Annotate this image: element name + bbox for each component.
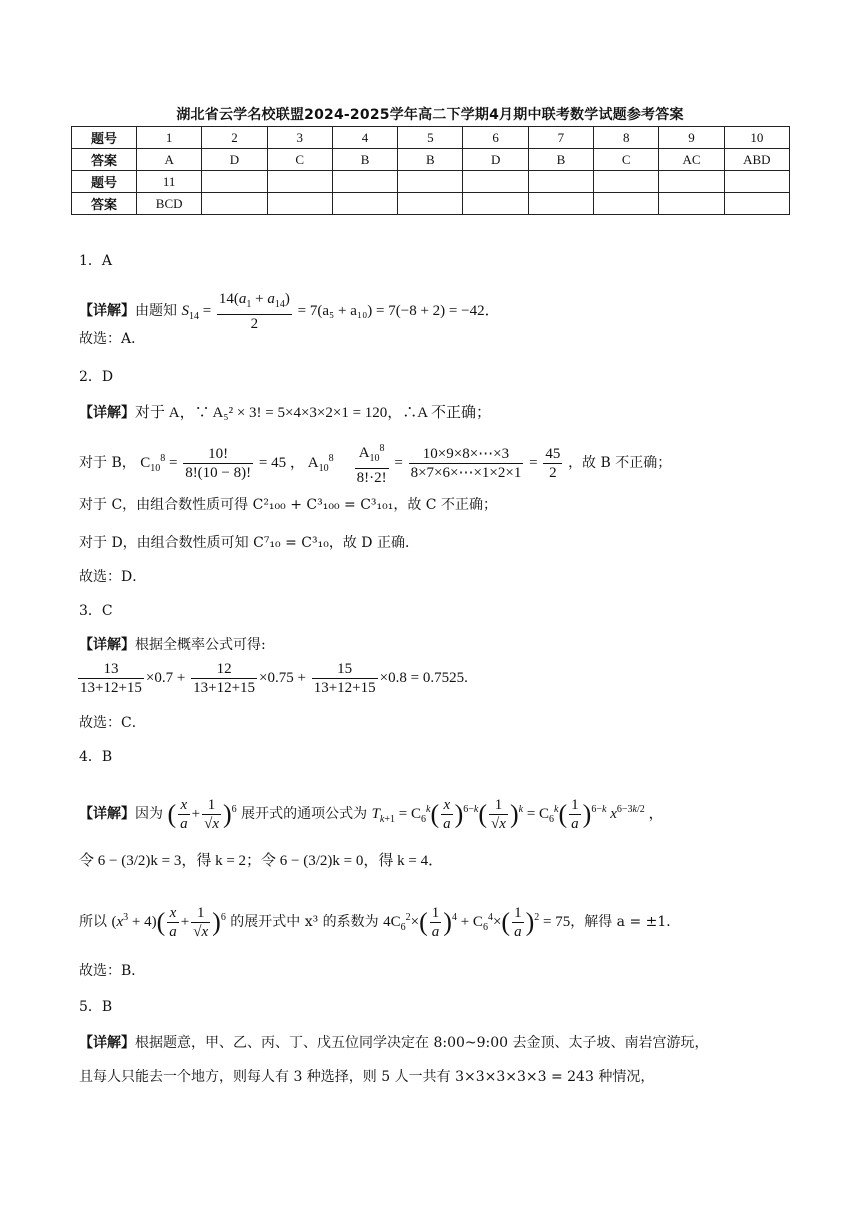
row-label: 答案 xyxy=(72,193,137,215)
detail-label: 【详解】 xyxy=(79,405,135,421)
q3-choose: 故选：C． xyxy=(79,715,146,731)
detail-label: 【详解】 xyxy=(79,637,135,653)
q1-detail: 【详解】由题知 $S_{14}$ = $\frac{14(a_1 + a_{14})}{2}$ = 7(a₅ + a₁₀) = 7(−8 + 2) = −42． xyxy=(79,291,500,332)
q3-den-3: 13+12+15 xyxy=(313,680,376,696)
detail-label: 【详解】 xyxy=(79,1035,135,1051)
q4-line-3-mid: 的展开式中 x³ 的系数为 xyxy=(230,913,379,930)
question-number: 3 xyxy=(267,127,332,149)
q3-intro xyxy=(79,636,266,654)
question-number: 5 xyxy=(398,127,463,149)
q4-heading: 4．B xyxy=(79,749,113,765)
table-row xyxy=(72,149,790,171)
answer-table xyxy=(71,126,790,215)
q1-heading: 1．A xyxy=(79,253,113,269)
q3-prob-1: 0.7 xyxy=(154,669,174,686)
answer-cell: D xyxy=(202,149,267,171)
answer-cell: B xyxy=(528,149,593,171)
q3-den-1: 13+12+15 xyxy=(80,680,142,696)
question-number: 10 xyxy=(724,127,789,149)
q3-num-2: 12 xyxy=(191,660,257,679)
table-row xyxy=(72,193,790,215)
q3-num-3: 15 xyxy=(312,660,378,679)
q2-line-1 xyxy=(79,404,491,422)
answer-cell: C xyxy=(267,149,332,171)
answer-cell: D xyxy=(463,149,528,171)
q1-fraction: $\frac{14(a_1 + a_{14})}{2}$ xyxy=(218,291,290,332)
q2-heading: 2．D xyxy=(79,369,114,385)
q4-choose: 故选：B． xyxy=(79,963,146,979)
q3-prob-3: 0.8 xyxy=(388,669,407,686)
q4-line-3: 所以 $(x^3 + 4)$( $\frac{x}{a}$ + $\frac{1}{√x}$ )$^6$ 的展开式中 x³ 的系数为 $4C_6^2\times$( $\frac{1}{a}$ )$^4 + C_6^4\times$( $\frac{1}{a}$ )$^2$ = 75，解得 a = ±1． xyxy=(79,905,681,940)
row-label: 题号 xyxy=(72,171,137,193)
question-number: 1 xyxy=(137,127,202,149)
q5-line-1 xyxy=(79,1034,709,1052)
answer-cell: B xyxy=(332,149,397,171)
q2-line-2: 对于 B， $C_{10}^8$ = $\frac{10!}{8!(10 - 8)!}$ = 45 ， $A_{10}^8$ $\frac{A_{10}^8}{8!\cdot 2!}$ = $\frac{10\times 9\times 8\times\cdots\times 3}{8\times 7\times 6\times\cdots\times 1\times 2\times 1}$ = $\frac{45}{2}$ ，故 B 不正确； xyxy=(79,440,671,487)
row-label: 题号 xyxy=(72,127,137,149)
q2-line-2-prefix: 对于 B， xyxy=(79,454,136,471)
q5-line-2: 且每人只能去一个地方，则每人有 3 种选择，则 5 人一共有 3×3×3×3×3 = 243 种情况， xyxy=(79,1069,655,1085)
q4-line-2: 令 6 − (3/2)k = 3，得 k = 2；令 6 − (3/2)k = 0，得 k = 4． xyxy=(79,853,444,869)
q4-line-1: 【详解】因为 ( $\frac{x}{a}$ + $\frac{1}{√x}$ )$^6$ 展开式的通项公式为 $T_{k+1} = C_6^k$( $\frac{x}{a}$ )$^{6-k}$( $\frac{1}{√x}$ )$^k = C_6^k$( $\frac{1}{a}$ )$^{6-k}$ $x^{6-3k/2}$ ， xyxy=(79,797,664,832)
detail-label: 【详解】 xyxy=(79,805,135,822)
answer-cell: C xyxy=(594,149,659,171)
row-label: 答案 xyxy=(72,149,137,171)
answer-cell: BCD xyxy=(137,193,202,215)
q3-num-1: 13 xyxy=(78,660,144,679)
question-number: 7 xyxy=(528,127,593,149)
q3-prob-2: 0.75 xyxy=(267,669,294,686)
q2-line-2-suffix: ，故 B 不正确； xyxy=(568,454,672,471)
q3-formula: $\frac{13}{13+12+15}$ ×0.7 + $\frac{12}{13+12+15}$ ×0.75 + $\frac{15}{13+12+15}$ ×0.8 = 0.7525. xyxy=(80,661,468,696)
q2-choose: 故选：D． xyxy=(79,569,147,585)
q2-line-3: 对于 C，由组合数性质可得 C²₁₀₀ + C³₁₀₀ = C³₁₀₁，故 C 不正确； xyxy=(79,497,497,513)
q4-line-1-mid: 展开式的通项公式为 xyxy=(241,805,368,822)
q2-line-4: 对于 D，由组合数性质可知 C⁷₁₀ = C³₁₀，故 D 正确． xyxy=(79,535,419,551)
q5-heading: 5．B xyxy=(79,999,113,1015)
question-number: 2 xyxy=(202,127,267,149)
q3-result: 0.7525 xyxy=(422,669,465,686)
question-number: 11 xyxy=(137,171,202,193)
q1-result: = 7(a₅ + a₁₀) = 7(−8 + 2) = −42． xyxy=(297,302,500,319)
question-number: 6 xyxy=(463,127,528,149)
q2-line-1-text: 对于 A，∵ A₅² × 3! = 5×4×3×2×1 = 120，∴A 不正确； xyxy=(135,405,492,421)
table-row xyxy=(72,171,790,193)
q4-line-3-suffix: ，解得 a = ±1． xyxy=(570,913,681,930)
q4-line-3-prefix: 所以 xyxy=(79,913,107,930)
q4-line-1-prefix: 因为 xyxy=(135,805,163,822)
answer-cell: ABD xyxy=(724,149,789,171)
q5-line-1-text: 根据题意，甲、乙、丙、丁、戊五位同学决定在 8:00~9:00 去金顶、太子坡、南岩宫游玩， xyxy=(135,1035,709,1051)
detail-label: 【详解】 xyxy=(79,302,135,319)
answer-cell: AC xyxy=(659,149,724,171)
table-row xyxy=(72,127,790,149)
question-number: 9 xyxy=(659,127,724,149)
q3-intro-text: 根据全概率公式可得: xyxy=(135,637,266,653)
question-number: 8 xyxy=(594,127,659,149)
q1-text: 由题知 xyxy=(135,302,177,319)
q3-den-2: 13+12+15 xyxy=(193,680,256,696)
q3-heading: 3．C xyxy=(79,603,113,619)
question-number: 4 xyxy=(332,127,397,149)
answer-cell: A xyxy=(137,149,202,171)
answer-cell: B xyxy=(398,149,463,171)
page-title: 湖北省云学名校联盟2024-2025学年高二下学期4月期中联考数学试题参考答案 xyxy=(176,107,684,123)
q1-choose: 故选：A． xyxy=(79,331,146,347)
